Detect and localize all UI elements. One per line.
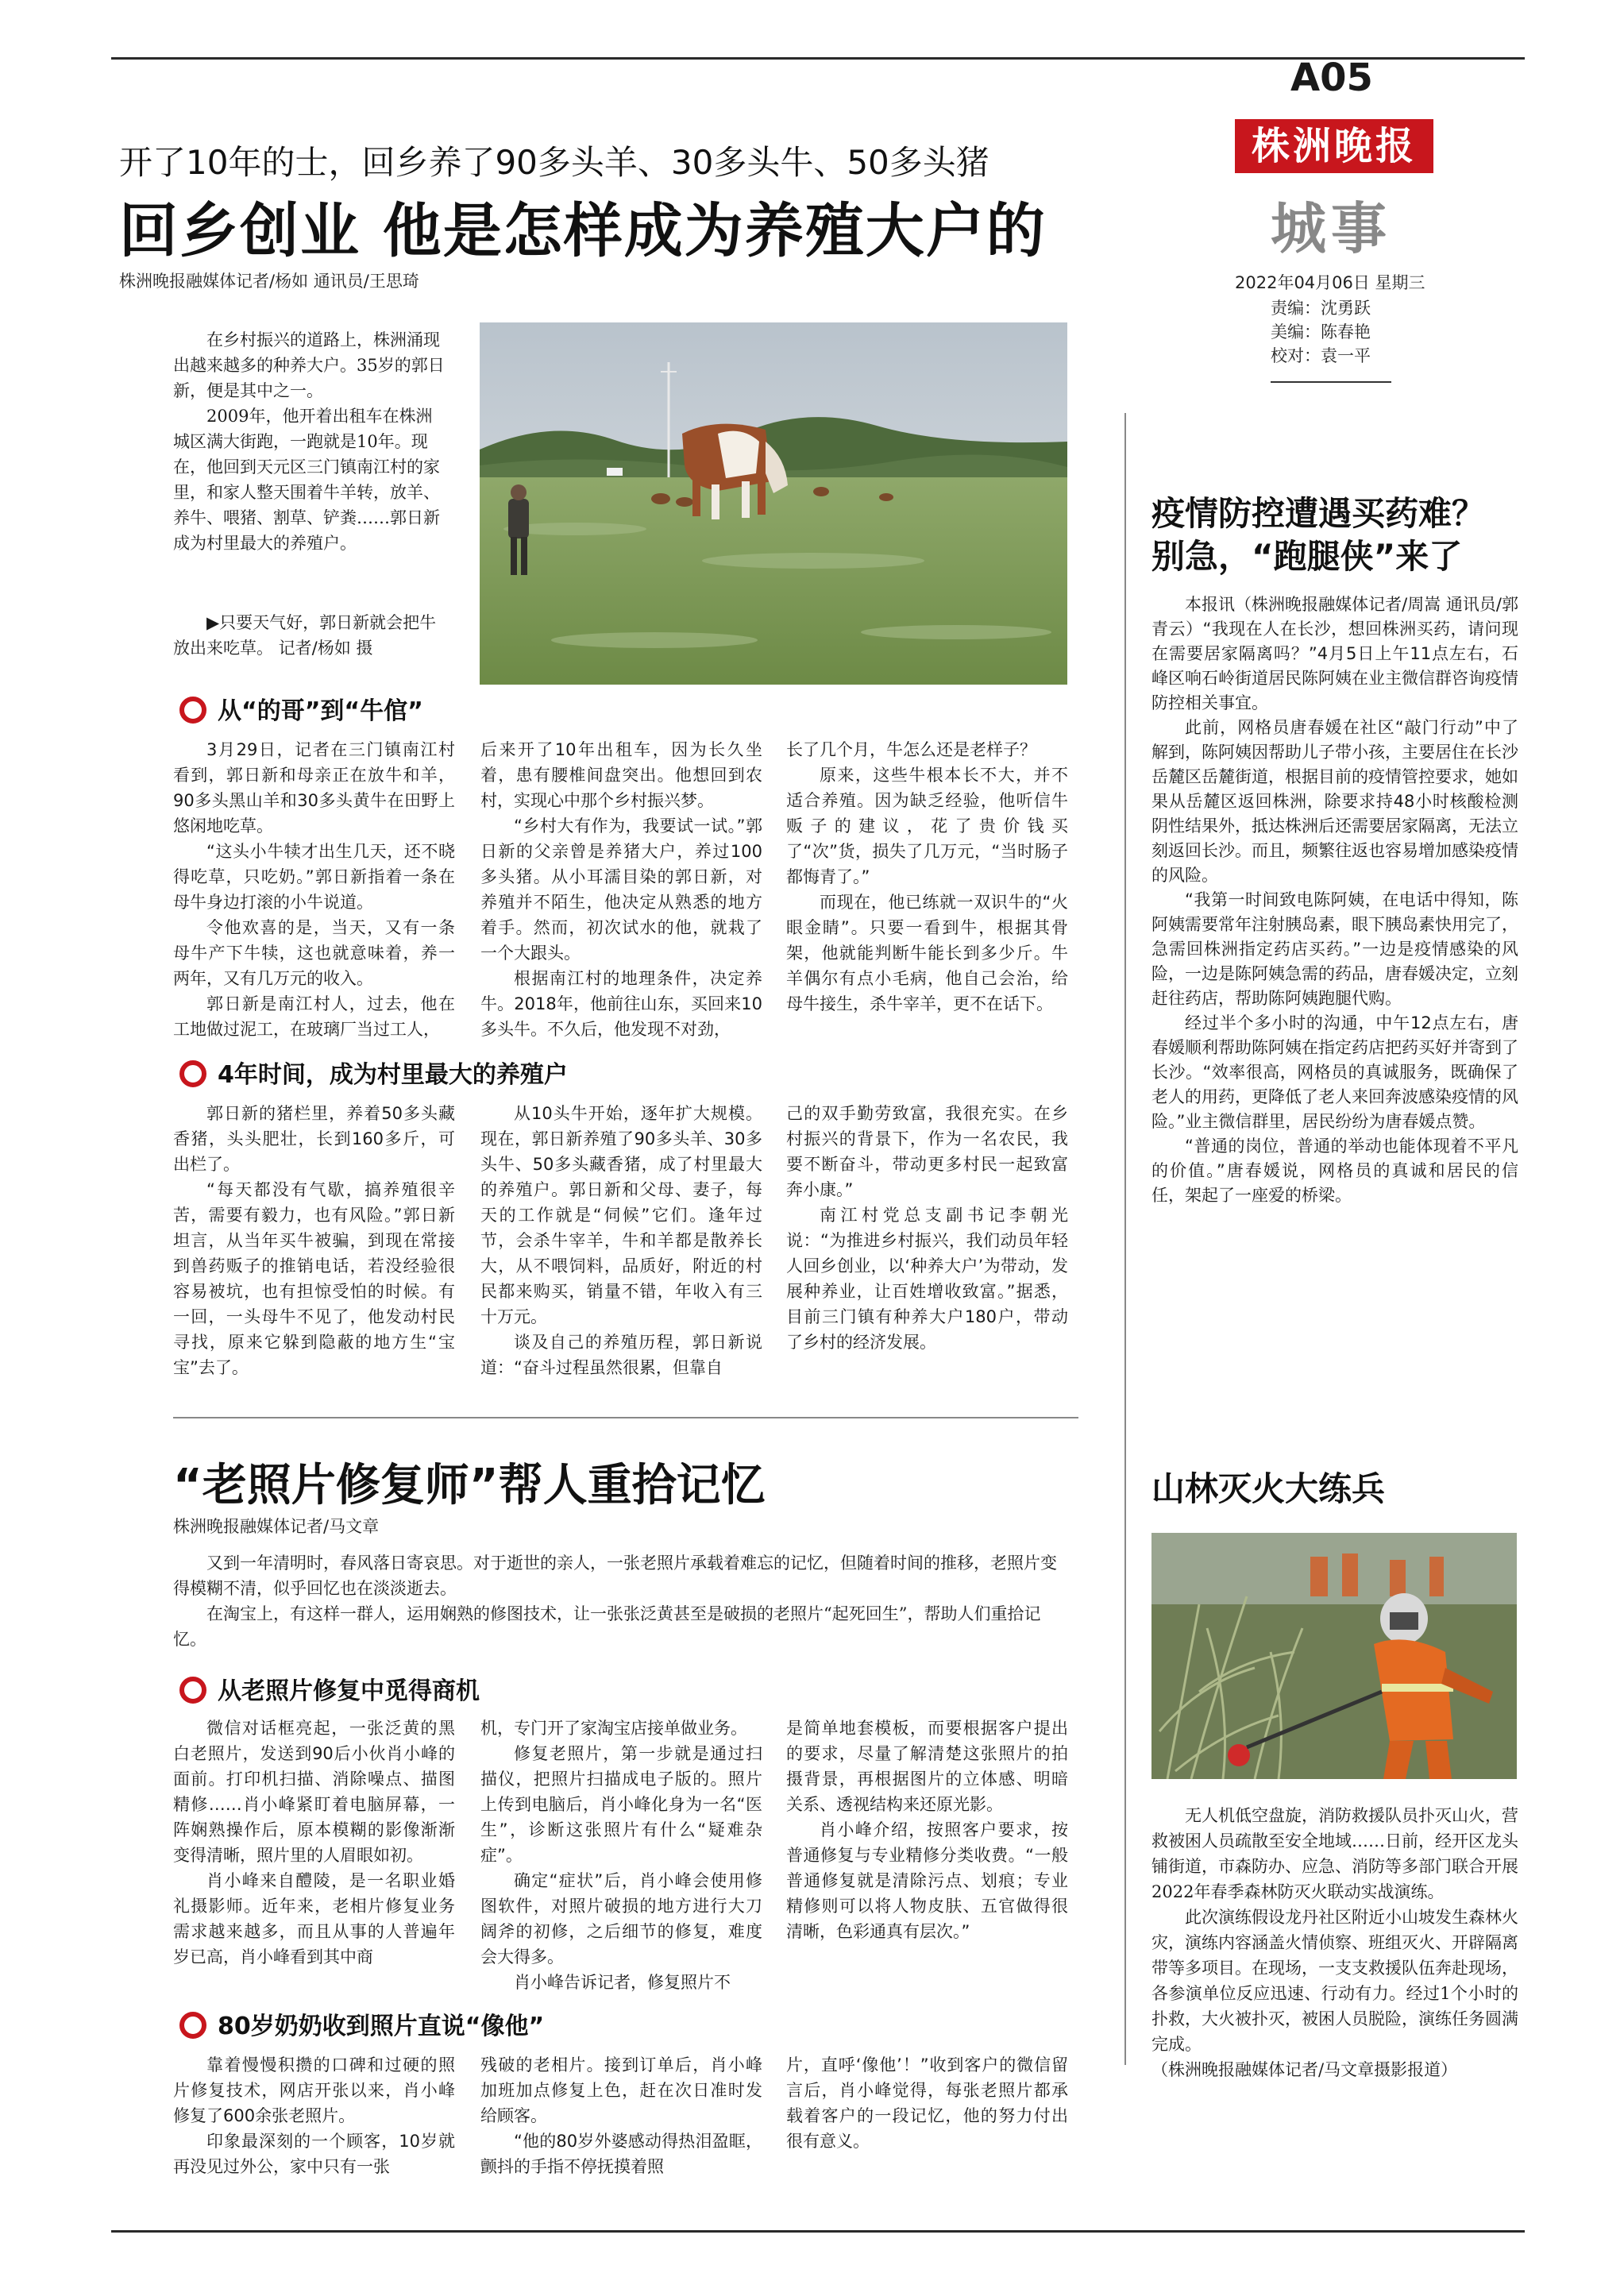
body-paragraph: 郭日新的猪栏里，养着50多头藏香猪，头头肥壮，长到160多斤，可出栏了。 bbox=[173, 1104, 455, 1174]
body-paragraph: 3月29日，记者在三门镇南江村看到，郭日新和母亲正在放牛和羊，90多头黑山羊和30多头黄牛在田野上悠闲地吃草。 bbox=[173, 740, 455, 836]
story1-sec1-col2 bbox=[480, 737, 762, 1042]
body-paragraph: 己的双手勤劳致富，我很充实。在乡村振兴的背景下，作为一名农民，我要不断奋斗，带动更多村民一起致富奔小康。” bbox=[786, 1104, 1068, 1199]
pasture-cattle-photo bbox=[480, 322, 1067, 685]
body-paragraph: 机，专门开了家淘宝店接单做业务。 bbox=[480, 1719, 747, 1738]
red-circle-icon bbox=[179, 2012, 206, 2039]
story1-sec2-col3 bbox=[786, 1101, 1068, 1355]
story2-sec2-col2 bbox=[480, 2052, 762, 2179]
body-paragraph: 郭日新是南江村人，过去，他在工地做过泥工，在玻璃厂当过工人， bbox=[173, 994, 455, 1039]
story1-section2-title bbox=[179, 1059, 568, 1091]
red-circle-icon bbox=[179, 1060, 206, 1087]
section-name: 城事 bbox=[1271, 195, 1391, 261]
story2-section2-title bbox=[179, 2011, 544, 2043]
body-paragraph: 根据南江村的地理条件，决定养牛。2018年，他前往山东，买回来10多头牛。不久后，他发现不对劲， bbox=[480, 969, 762, 1039]
story1-sec2-col1 bbox=[173, 1101, 455, 1380]
sidebar2-credit: （株洲晚报融媒体记者/马文章摄影报道） bbox=[1151, 2060, 1458, 2079]
pasture-illustration bbox=[480, 322, 1067, 685]
art-editor-credit: 美编：陈春艳 bbox=[1271, 322, 1371, 342]
sidebar1-headline-line2: 别急，“跑腿侠”来了 bbox=[1151, 537, 1463, 576]
photo1-caption: ▶只要天气好，郭日新就会把牛放出来吃草。 记者/杨如 摄 bbox=[173, 613, 437, 658]
body-paragraph: 后来开了10年出租车，因为长久坐着，患有腰椎间盘突出。他想回到农村，实现心中那个乡村振兴梦。 bbox=[480, 740, 762, 810]
body-paragraph: 是简单地套模板，而要根据客户提出的要求，尽量了解清楚这张照片的拍摄背景，再根据图片的立体感、明暗关系、透视结构来还原光影。 bbox=[786, 1719, 1068, 1814]
body-paragraph: “他的80岁外婆感动得热泪盈眶，颤抖的手指不停抚摸着照 bbox=[480, 2132, 762, 2176]
story2-sec2-col1 bbox=[173, 2052, 455, 2179]
body-paragraph: 微信对话框亮起，一张泛黄的黑白老照片，发送到90后小伙肖小峰的面前。打印机扫描、消除噪点、描图精修……肖小峰紧盯着电脑屏幕，一阵娴熟操作后，原本模糊的影像渐渐变得清晰，照片里的人眉眼如初。 bbox=[173, 1719, 455, 1865]
body-paragraph: “每天都没有气歇，搞养殖很辛苦，需要有毅力，也有风险。”郭日新坦言，从当年买牛被骗，到现在常接到兽药贩子的推销电话，若没经验很容易被坑，也有担惊受怕的时候。有一回，一头母牛不见了，他发动村民寻找，原来它躲到隐蔽的地方生“宝宝”去了。 bbox=[173, 1180, 455, 1377]
subhead-text: 4年时间，成为村里最大的养殖户 bbox=[218, 1061, 568, 1089]
body-paragraph: 肖小峰介绍，按照客户要求，按普通修复与专业精修分类收费。“一般普通修复就是清除污点、划痕；专业精修则可以将人物皮肤、五官做得很清晰，色彩通真有层次。” bbox=[786, 1820, 1068, 1941]
story2-sec1-col1 bbox=[173, 1716, 455, 1970]
proofreader-credit: 校对：袁一平 bbox=[1271, 346, 1371, 365]
subhead-text: 从“的哥”到“牛倌” bbox=[218, 697, 423, 725]
red-circle-icon bbox=[179, 697, 206, 724]
masthead-logo: 株洲晚报 bbox=[1235, 119, 1433, 173]
sidebar2-paragraph: 无人机低空盘旋，消防救援队员扑灭山火，营救被困人员疏散至安全地域……日前，经开区龙头铺街道，市森防办、应急、消防等多部门联合开展2022年春季森林防灭火联动实战演练。 bbox=[1151, 1806, 1518, 1901]
sidebar1-paragraph: 此前，网格员唐春媛在社区“敲门行动”中了解到，陈阿姨因帮助儿子带小孩，主要居住在长沙岳麓区岳麓街道，根据目前的疫情管控要求，她如果从岳麓区返回株洲，除要求持48小时核酸检测阴性结果外，抵达株洲后还需要居家隔离，无法立刻返回长沙。而且，频繁往返也容易增加感染疫情的风险。 bbox=[1151, 718, 1518, 885]
sidebar1-body bbox=[1151, 592, 1518, 1208]
story1-section1-title bbox=[179, 696, 423, 728]
body-paragraph: 靠着慢慢积攒的口碑和过硬的照片修复技术，网店开张以来，肖小峰修复了600余张老照片。 bbox=[173, 2055, 455, 2125]
body-paragraph: 长了几个月，牛怎么还是老样子？ bbox=[786, 740, 1036, 759]
body-paragraph: 南江村党总支副书记李朝光说：“为推进乡村振兴，我们动员年轻人回乡创业，以‘种养大户’为带动，发展种养业，让百姓增收致富。”据悉，目前三门镇有种养大户180户，带动了乡村的经济发展。 bbox=[786, 1206, 1068, 1352]
story2-lead bbox=[173, 1550, 1070, 1652]
bottom-rule bbox=[111, 2230, 1525, 2233]
body-paragraph: 而现在，他已练就一双识牛的“火眼金睛”。只要一看到牛，根据其骨架，他就能判断牛能长到多少斤。牛羊偶尔有点小毛病，他自己会治，给母牛接生，杀牛宰羊，更不在话下。 bbox=[786, 893, 1068, 1013]
sidebar1-paragraph: 本报讯（株洲晚报融媒体记者/周嵩 通讯员/郭青云）“我现在人在长沙，想回株洲买药，请问现在需要居家隔离吗？”4月5日上午11点左右，石峰区响石岭街道居民陈阿姨在业主微信群咨询疫情防控相关事宜。 bbox=[1151, 595, 1518, 712]
story1-kicker: 开了10年的士，回乡养了90多头羊、30多头牛、50多头猪 bbox=[119, 143, 989, 182]
body-paragraph: 从10头牛开始，逐年扩大规模。现在，郭日新养殖了90多头羊、30多头牛、50多头藏香猪，成了村里最大的养殖户。郭日新和父母、妻子，每天的工作就是“伺候”它们。逢年过节，会杀牛宰羊，牛和羊都是散养长大，从不喂饲料，品质好，附近的村民都来购买，销量不错，年收入有三十万元。 bbox=[480, 1104, 762, 1326]
lead-paragraph: 又到一年清明时，春风落日寄哀思。对于逝世的亲人，一张老照片承载着难忘的记忆，但随着时间的推移，老照片变得模糊不清，似乎回忆也在淡淡逝去。 bbox=[173, 1553, 1057, 1598]
story2-sec1-col3 bbox=[786, 1716, 1068, 1944]
firefighter-drill-photo bbox=[1151, 1533, 1517, 1779]
meta-underline bbox=[1271, 381, 1391, 383]
story2-sec1-col2 bbox=[480, 1716, 762, 1995]
body-paragraph: 修复老照片，第一步就是通过扫描仪，把照片扫描成电子版的。照片上传到电脑后，肖小峰化身为一名“医生”，诊断这张照片有什么“疑难杂症”。 bbox=[480, 1744, 762, 1865]
column-separator bbox=[1124, 413, 1126, 2065]
story1-sec2-col2 bbox=[480, 1101, 762, 1380]
body-paragraph: 肖小峰告诉记者，修复照片不 bbox=[514, 1973, 731, 1992]
story-divider bbox=[173, 1417, 1078, 1418]
sidebar2-paragraph: 此次演练假设龙丹社区附近小山坡发生森林火灾，演练内容涵盖火情侦察、班组灭火、开辟隔离带等多项目。在现场，一支支救援队伍奔赴现场，各参演单位反应迅速、行动有力。经过1个小时的扑救，大火被扑灭，被困人员脱险，演练任务圆满完成。 bbox=[1151, 1908, 1518, 2054]
body-paragraph: “这头小牛犊才出生几天，还不晓得吃草，只吃奶。”郭日新指着一条在母牛身边打滚的小牛说道。 bbox=[173, 842, 455, 912]
sidebar1-headline bbox=[1151, 492, 1525, 578]
subhead-text: 从老照片修复中觅得商机 bbox=[218, 1677, 480, 1705]
sidebar2-headline: 山林灭火大练兵 bbox=[1151, 1469, 1386, 1508]
lead-paragraph: 在淘宝上，有这样一群人，运用娴熟的修图技术，让一张张泛黄甚至是破损的老照片“起死回生”，帮助人们重拾记忆。 bbox=[173, 1604, 1041, 1649]
body-paragraph: 原来，这些牛根本长不大，并不适合养殖。因为缺乏经验，他听信牛贩子的建议，花了贵价钱买了“次”货，损失了几万元，“当时肠子都悔青了。” bbox=[786, 766, 1068, 886]
story2-headline: “老照片修复师”帮人重拾记忆 bbox=[173, 1460, 766, 1511]
issue-date: 2022年04月06日 星期三 bbox=[1235, 273, 1425, 292]
lead-paragraph: 在乡村振兴的道路上，株洲涌现出越来越多的种养大户。35岁的郭日新，便是其中之一。 bbox=[173, 330, 445, 400]
body-paragraph: 印象最深刻的一个顾客，10岁就再没见过外公，家中只有一张 bbox=[173, 2132, 455, 2176]
story1-sec1-col3 bbox=[786, 737, 1068, 1017]
sidebar2-body bbox=[1151, 1803, 1518, 2082]
story1-sec1-col1 bbox=[173, 737, 455, 1042]
story1-headline: 回乡创业 他是怎样成为养殖大户的 bbox=[119, 197, 1047, 265]
firefighter-illustration bbox=[1151, 1533, 1517, 1779]
body-paragraph: 谈及自己的养殖历程，郭日新说道：“奋斗过程虽然很累，但靠自 bbox=[480, 1333, 762, 1377]
editor-credit: 责编：沈勇跃 bbox=[1271, 299, 1371, 318]
body-paragraph: 片，直呼‘像他’！”收到客户的微信留言后，肖小峰觉得，每张老照片都承载着客户的一段记忆，他的努力付出很有意义。 bbox=[786, 2055, 1068, 2151]
body-paragraph: 肖小峰来自醴陵，是一名职业婚礼摄影师。近年来，老相片修复业务需求越来越多，而且从事的人普遍年岁已高，肖小峰看到其中商 bbox=[173, 1871, 455, 1966]
subhead-text: 80岁奶奶收到照片直说“像他” bbox=[218, 2013, 545, 2040]
story2-section1-title bbox=[179, 1676, 480, 1708]
body-paragraph: 确定“症状”后，肖小峰会使用修图软件，对照片破损的地方进行大刀阔斧的初修，之后细节的修复，难度会大得多。 bbox=[480, 1871, 762, 1966]
sidebar1-headline-line1: 疫情防控遭遇买药难？ bbox=[1151, 494, 1486, 533]
sidebar1-paragraph: “我第一时间致电陈阿姨，在电话中得知，陈阿姨需要常年注射胰岛素，眼下胰岛素快用完了，急需回株洲指定药店买药。”一边是疫情感染的风险，一边是陈阿姨急需的药品，唐春媛决定，立刻赶往药店，帮助陈阿姨跑腿代购。 bbox=[1151, 890, 1518, 1008]
body-paragraph: 残破的老相片。接到订单后，肖小峰加班加点修复上色，赶在次日准时发给顾客。 bbox=[480, 2055, 762, 2125]
lead-paragraph: 2009年，他开着出租车在株洲城区满大街跑，一跑就是10年。现在，他回到天元区三门镇南江村的家里，和家人整天围着牛羊转，放羊、养牛、喂猪、割草、铲粪……郭日新成为村里最大的养殖户。 bbox=[173, 407, 440, 553]
story2-byline: 株洲晚报融媒体记者/马文章 bbox=[173, 1517, 380, 1536]
story2-sec2-col3 bbox=[786, 2052, 1068, 2154]
page-number: A05 bbox=[1290, 56, 1373, 100]
body-paragraph: “乡村大有作为，我要试一试。”郭日新的父亲曾是养猪大户，养过100多头猪。从小耳濡目染的郭日新，对养殖并不陌生，他决定从熟悉的地方着手。然而，初次试水的他，就栽了一个大跟头。 bbox=[480, 816, 762, 963]
story1-byline: 株洲晚报融媒体记者/杨如 通讯员/王思琦 bbox=[119, 272, 419, 291]
story1-lead bbox=[173, 327, 447, 556]
sidebar1-paragraph: “普通的岗位，普通的举动也能体现着不平凡的价值。”唐春媛说，网格员的真诚和居民的信任，架起了一座爱的桥梁。 bbox=[1151, 1137, 1518, 1205]
body-paragraph: 令他欢喜的是，当天，又有一条母牛产下牛犊，这也就意味着，养一两年，又有几万元的收入。 bbox=[173, 918, 455, 988]
red-circle-icon bbox=[179, 1677, 206, 1704]
sidebar1-paragraph: 经过半个多小时的沟通，中午12点左右，唐春媛顺利帮助陈阿姨在指定药店把药买好并寄到了长沙。“效率很高，网格员的真诚服务，既确保了老人的用药，更降低了老人来回奔波感染疫情的风险。”业主微信群里，居民纷纷为唐春媛点赞。 bbox=[1151, 1013, 1518, 1131]
